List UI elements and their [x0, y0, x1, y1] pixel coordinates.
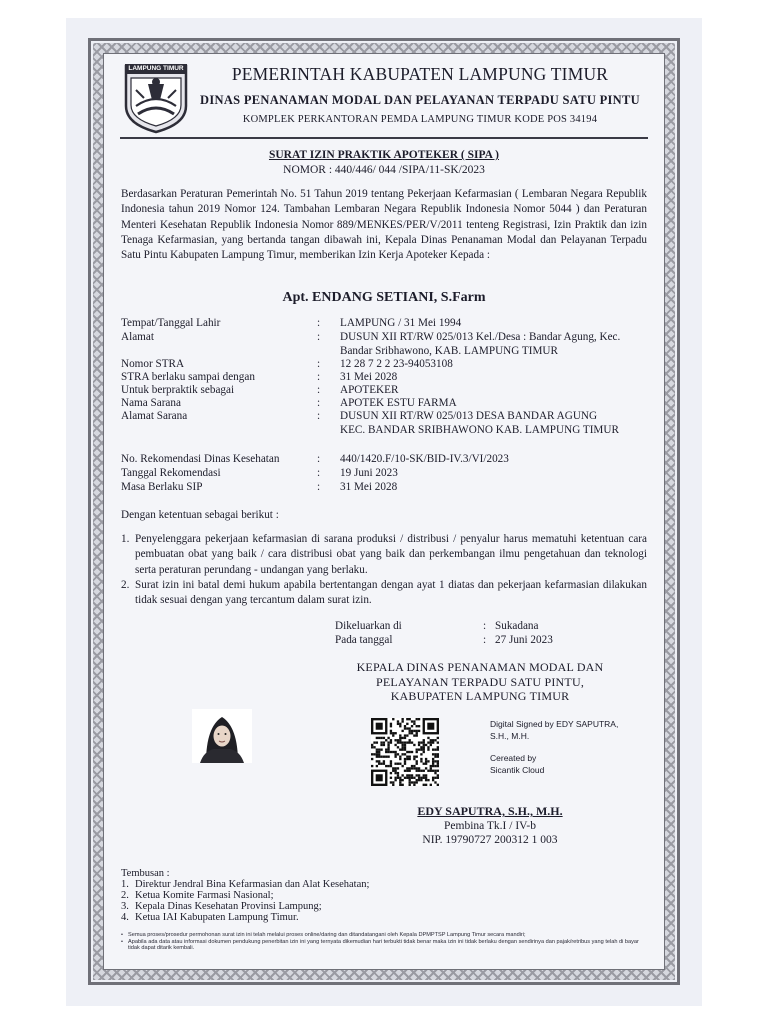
- field-colon: :: [317, 384, 321, 396]
- field-label: Untuk berpraktik sebagai: [121, 384, 235, 396]
- office-line-3: KABUPATEN LAMPUNG TIMUR: [390, 689, 570, 703]
- list-item: [121, 901, 521, 912]
- footnote: [121, 939, 649, 952]
- list-number: 4.: [121, 912, 129, 923]
- field-value: APOTEKER: [340, 384, 399, 396]
- issued-place-label: Dikeluarkan di: [335, 620, 402, 632]
- field-label: STRA berlaku sampai dengan: [121, 371, 255, 383]
- list-text: Kepala Dinas Kesehatan Provinsi Lampung;: [135, 901, 322, 912]
- issued-place-value: Sukadana: [495, 620, 539, 632]
- document-title-text: SURAT IZIN PRAKTIK APOTEKER ( SIPA ): [268, 149, 500, 161]
- digital-signature-line-1: Digital Signed by EDY SAPUTRA,: [490, 719, 619, 729]
- list-item: [121, 532, 647, 578]
- created-by-line-2: Sicantik Cloud: [490, 765, 545, 775]
- field-label: No. Rekomendasi Dinas Kesehatan: [121, 453, 280, 465]
- field-colon: :: [317, 358, 321, 370]
- office-line-2: PELAYANAN TERPADU SATU PINTU,: [375, 674, 585, 689]
- tembusan-heading: Tembusan :: [121, 868, 170, 879]
- field-colon: :: [317, 397, 321, 409]
- list-text: Penyelenggara pekerjaan kefarmasian di sarana produksi / distribusi / penyalur harus mematuhi ketentuan cara pembuatan obat yang baik / cara distribusi obat yang baik dan perkembangan ilmu pengetahuan dan teknologi serta peraturan perundang - undangan yang berlaku.: [135, 533, 647, 576]
- header-divider: [120, 137, 648, 139]
- field-colon: :: [317, 331, 321, 343]
- intro-paragraph: Berdasarkan Peraturan Pemerintah No. 51 Tahun 2019 tentang Pekerjaan Kefarmasian ( Lembaran Negara Republik Indonesia tahun 2019 Nomor 124. Tambahan Lembaran Negara Republik Indonesia Nomor 5044 ) dan Peraturan Menteri Kesehatan Republik Indonesia Nomor 889/MENKES/PER/V/2011 tenteng Registrasi, Izin Praktik dan izin Tenaga Kefarmasian, yang bertanda tangan dibawah ini, Kepala Dinas Penanaman Modal dan Pelayanan Terpadu Satu Pintu Kabupaten Lampung Timur, memberikan Izin Kerja Apoteker Kepada :: [121, 188, 647, 262]
- issued-date-colon: :: [483, 634, 487, 646]
- field-value: 19 Juni 2023: [340, 467, 398, 479]
- footnote: [121, 932, 649, 939]
- agency-address: KOMPLEK PERKANTORAN PEMDA LAMPUNG TIMUR KODE POS 34194: [242, 114, 598, 125]
- field-value: 12 28 7 2 2 23-94053108: [340, 358, 453, 370]
- field-value: 440/1420.F/10-SK/BID-IV.3/VI/2023: [340, 453, 509, 465]
- government-title: PEMERINTAH KABUPATEN LAMPUNG TIMUR: [231, 64, 609, 84]
- tembusan-list: [121, 868, 521, 923]
- field-colon: :: [317, 453, 321, 465]
- field-label: Nomor STRA: [121, 358, 185, 370]
- list-number: 1.: [121, 533, 130, 545]
- office-line-1: KEPALA DINAS PENANAMAN MODAL DAN: [356, 660, 604, 674]
- issued-date-value: 27 Juni 2023: [495, 634, 553, 646]
- field-value: DUSUN XII RT/RW 025/013 DESA BANDAR AGUNG KEC. BANDAR SRIBHAWONO KAB. LAMPUNG TIMUR: [340, 410, 619, 436]
- issued-place-colon: :: [483, 620, 487, 632]
- digital-signature-line-2: S.H., M.H.: [490, 731, 530, 741]
- created-by-line-1: Cereated by: [490, 753, 537, 763]
- field-colon: :: [317, 467, 321, 479]
- field-label: Alamat: [121, 331, 154, 343]
- list-text: Ketua IAI Kabupaten Lampung Timur.: [135, 912, 299, 923]
- qr-code-icon: [371, 718, 439, 786]
- list-number: 1.: [121, 879, 129, 890]
- document-number: NOMOR : 440/446/ 044 /SIPA/11-SK/2023: [283, 164, 485, 176]
- agency-title: DINAS PENANAMAN MODAL DAN PELAYANAN TERPADU SATU PINTU: [200, 93, 640, 107]
- footnote-text: Apabila ada data atau informasi dokumen pendukung penerbitan izin ini yang ternyata dikemudian hari terbukti tidak benar maka izin ini tidak berlaku dengan sendirinya dan pajak/retribus yang telah di bayar tidak dapat ditarik kembali.: [128, 938, 639, 952]
- field-colon: :: [317, 317, 321, 329]
- pharmacist-name: Apt. ENDANG SETIANI, S.Farm: [282, 290, 486, 305]
- list-text: Surat izin ini batal demi hukum apabila bertentangan dengan ayat 1 diatas dan pekerjaan kefarmasian dilakukan tidak sesuai dengan yang tercantum dalam surat izin.: [135, 578, 647, 607]
- issued-date-label: Pada tanggal: [335, 634, 393, 646]
- logo-label: LAMPUNG TIMUR: [125, 64, 187, 74]
- list-item: [121, 578, 647, 609]
- field-value: 31 Mei 2028: [340, 371, 398, 383]
- signing-office: [330, 660, 630, 704]
- list-text: Direktur Jendral Bina Kefarmasian dan Alat Kesehatan;: [135, 879, 370, 890]
- signer-rank: Pembina Tk.I / IV-b: [444, 820, 536, 832]
- field-value: DUSUN XII RT/RW 025/013 Kel./Desa : Bandar Agung, Kec. Bandar Sribhawono, KAB. LAMPUNG TIMUR: [340, 331, 621, 357]
- conditions-heading: Dengan ketentuan sebagai berikut :: [121, 509, 279, 521]
- list-item: [121, 912, 521, 923]
- field-colon: :: [317, 371, 321, 383]
- field-label: Masa Berlaku SIP: [121, 481, 203, 493]
- document-title: [120, 149, 648, 161]
- signer-name: EDY SAPUTRA, S.H., M.H.: [417, 804, 563, 818]
- list-number: 3.: [121, 901, 129, 912]
- field-colon: :: [317, 481, 321, 493]
- field-label: Tanggal Rekomendasi: [121, 467, 221, 479]
- bullet: •: [121, 938, 123, 945]
- field-value: APOTEK ESTU FARMA: [340, 397, 457, 409]
- field-label: Nama Sarana: [121, 397, 181, 409]
- list-item: [121, 879, 521, 890]
- conditions-list: [121, 532, 647, 608]
- field-value: 31 Mei 2028: [340, 481, 398, 493]
- list-number: 2.: [121, 578, 130, 591]
- field-label: Tempat/Tanggal Lahir: [121, 317, 221, 329]
- field-label: Alamat Sarana: [121, 410, 188, 422]
- signer-nip: NIP. 19790727 200312 1 003: [422, 834, 558, 846]
- field-colon: :: [317, 410, 321, 422]
- applicant-photo: [192, 709, 252, 763]
- field-value: LAMPUNG / 31 Mei 1994: [340, 317, 462, 329]
- footnotes: [121, 932, 649, 952]
- footnote-text: Semua proses/prosedur permohonan surat izin ini telah melalui proses online/daring dan ditandatangani oleh Kepala DPMPTSP Lampung Timur secara mandiri;: [128, 932, 526, 938]
- list-number: 2.: [121, 890, 129, 901]
- list-text: Ketua Komite Farmasi Nasional;: [135, 890, 274, 901]
- bullet: •: [121, 932, 123, 938]
- list-item: [121, 890, 521, 901]
